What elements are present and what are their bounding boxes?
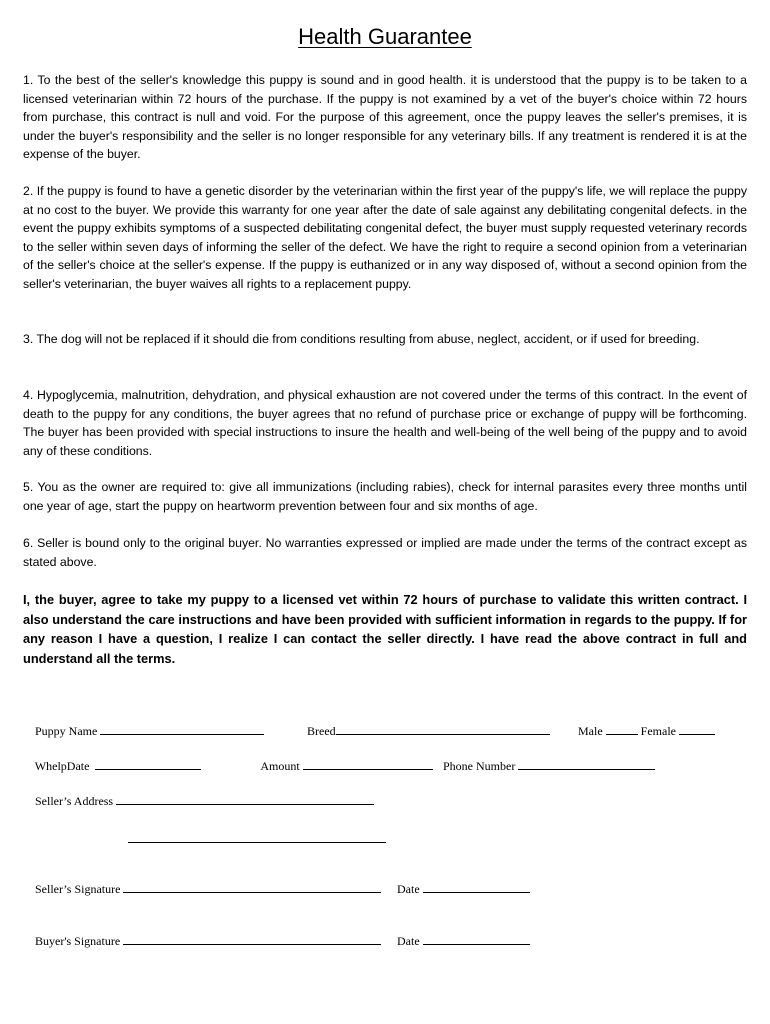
male-label: Male	[578, 724, 603, 738]
sellers-date-line[interactable]	[423, 880, 530, 893]
puppy-name-label: Puppy Name	[35, 724, 98, 738]
buyers-date-line[interactable]	[423, 932, 530, 945]
page-title: Health Guarantee	[298, 24, 472, 49]
puppy-name-line[interactable]	[100, 722, 264, 735]
female-label: Female	[640, 724, 676, 738]
phone-number-label: Phone Number	[443, 759, 516, 773]
sellers-address-second-line[interactable]	[128, 830, 386, 843]
paragraph-4: 4. Hypoglycemia, malnutrition, dehydration, and physical exhaustion are not covered under the terms of this contract. In the event of death to the puppy for any conditions, the buyer agrees that no refund of purchase price or exchange of puppy will be forthcoming. The buyer has been provided with special instructions to insure the health and well-being of the well being of the puppy and to avoid any of these conditions.	[23, 388, 747, 458]
phone-number-field[interactable]	[431, 742, 655, 789]
sellers-date-label: Date	[397, 882, 420, 896]
phone-number-line[interactable]	[518, 757, 655, 770]
sellers-signature-field[interactable]	[23, 865, 381, 912]
female-line[interactable]	[679, 722, 715, 735]
amount-label: Amount	[260, 759, 300, 773]
paragraph-1: 1. To the best of the seller's knowledge this puppy is sound and in good health. it is understood that the puppy is to be taken to a licensed veterinarian within 72 hours of the purchase. If the puppy is not examined by a vet of the buyer's choice within 72 hours from purchase, this contract is null and void. For the purpose of this agreement, once the puppy leaves the seller's premises, it is under the buyer's responsibility and the seller is no longer responsible for any veterinary bills. If any treatment is rendered it is at the expense of the buyer.	[23, 73, 747, 161]
sellers-signature-line[interactable]	[123, 880, 381, 893]
buyers-signature-field[interactable]	[23, 917, 381, 964]
whelp-date-line[interactable]	[95, 757, 201, 770]
paragraph-6: 6. Seller is bound only to the original buyer. No warranties expressed or implied are made under the terms of the contract except as stated above.	[23, 536, 747, 569]
buyer-agreement: I, the buyer, agree to take my puppy to a licensed vet within 72 hours of purchase to validate this written contract. I also understand the care instructions and have been provided with sufficient information in regards to the puppy. If for any reason I have a question, I realize I can contact the seller directly. I have read the above contract in full and understand all the terms.	[23, 592, 747, 666]
breed-label: Breed	[307, 724, 336, 738]
sellers-address-line[interactable]	[116, 792, 374, 805]
buyers-signature-label: Buyer's Signature	[35, 934, 121, 948]
amount-line[interactable]	[303, 757, 433, 770]
whelp-date-label: WhelpDate	[34, 759, 90, 773]
buyers-date-field[interactable]	[385, 917, 530, 964]
male-line[interactable]	[606, 722, 638, 735]
sellers-date-field[interactable]	[385, 865, 530, 912]
buyers-signature-line[interactable]	[123, 932, 381, 945]
buyers-date-label: Date	[397, 934, 420, 948]
sellers-address-line-2[interactable]	[116, 815, 386, 862]
sellers-address-label: Seller’s Address	[35, 794, 114, 808]
paragraph-2: 2. If the puppy is found to have a genetic disorder by the veterinarian within the first year of the puppy's life, we will replace the puppy at no cost to the buyer. We provide this warranty for one year after the date of sale against any debilitating congenital defects. in the event the puppy exhibits symptoms of a suspected debilitating congenital defect, the buyer must supply requested veterinary records to the seller within seven days of informing the seller of the defect. We have the right to require a second opinion from a veterinarian of the seller's choice at the seller's expense. If the puppy is euthanized or in any way disposed of, without a second opinion from the seller's veterinarian, the buyer waives all rights to a replacement puppy.	[23, 184, 747, 291]
sellers-signature-label: Seller’s Signature	[35, 882, 121, 896]
paragraph-5: 5. You as the owner are required to: give all immunizations (including rabies), check for internal parasites every three months until one year of age, start the puppy on heartworm prevention between four and six months of age.	[23, 480, 747, 513]
paragraph-3: 3. The dog will not be replaced if it should die from conditions resulting from abuse, neglect, accident, or if used for breeding.	[23, 332, 700, 346]
breed-line[interactable]	[336, 722, 550, 735]
